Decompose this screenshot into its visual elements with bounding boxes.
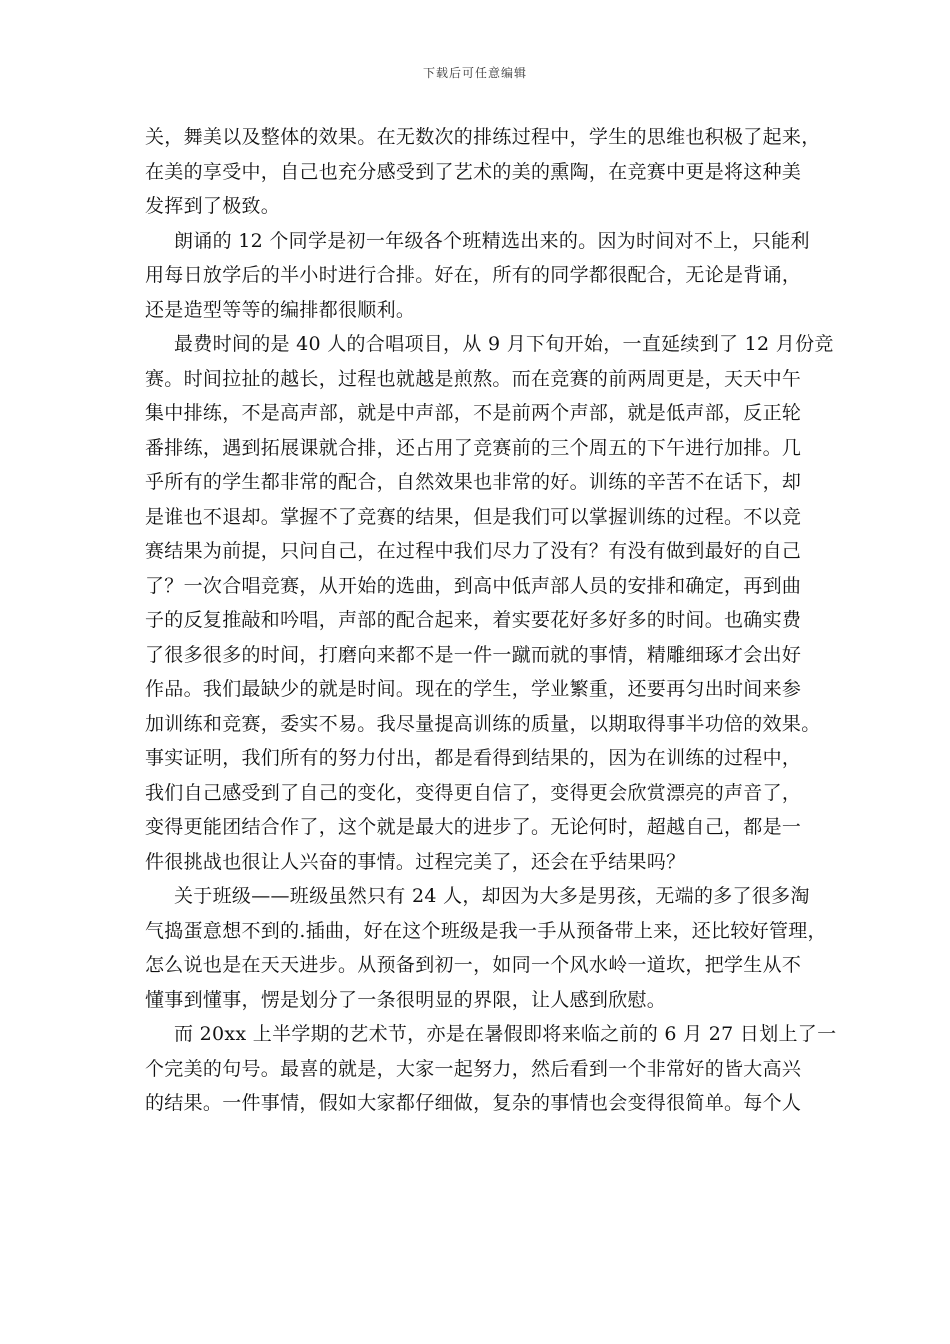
page-header: 下载后可任意编辑 — [422, 66, 527, 80]
text-line: 番排练，遇到拓展课就合排，还占用了竞赛前的三个周五的下午进行加排。几 — [145, 436, 802, 459]
paragraph — [145, 224, 810, 328]
text-line: 乎所有的学生都非常的配合，自然效果也非常的好。训练的辛苦不在话下，却 — [145, 471, 802, 493]
text-line: 朗诵的 12 个同学是初一年级各个班精选出来的。因为时间对不上，只能利 — [174, 229, 810, 252]
text-line: 气捣蛋意想不到的.插曲，好在这个班级是我一手从预备带上来，还比较好管理， — [145, 919, 827, 942]
text-line: 在美的享受中，自己也充分感受到了艺术的美的熏陶，在竞赛中更是将这种美 — [145, 160, 802, 183]
text-line: 事实证明，我们所有的努力付出，都是看得到结果的，因为在训练的过程中， — [145, 747, 802, 769]
text-line: 最费时间的是 40 人的合唱项目，从 9 月下旬开始，一直延续到了 12 月份竞 — [174, 333, 834, 355]
text-line: 而 20xx 上半学期的艺术节，亦是在暑假即将来临之前的 6 月 27 日划上了一 — [174, 1023, 837, 1045]
text-line: 了很多很多的时间，打磨向来都不是一件一蹴而就的事情，精雕细琢才会出好 — [145, 643, 802, 666]
text-line: 变得更能团结合作了，这个就是最大的进步了。无论何时，超越自己，都是一 — [145, 816, 802, 838]
text-line: 作品。我们最缺少的就是时间。现在的学生，学业繁重，还要再匀出时间来参 — [145, 678, 802, 700]
paragraph — [145, 1017, 837, 1121]
text-line: 个完美的句号。最喜的就是，大家一起努力，然后看到一个非常好的皆大高兴 — [145, 1057, 802, 1080]
text-line: 加训练和竞赛，委实不易。我尽量提高训练的质量，以期取得事半功倍的效果。 — [145, 712, 821, 735]
text-line: 集中排练，不是高声部，就是中声部，不是前两个声部，就是低声部，反正轮 — [145, 402, 802, 424]
text-line: 我们自己感受到了自己的变化，变得更自信了，变得更会欣赏漂亮的声音了， — [145, 781, 802, 804]
paragraph — [145, 120, 821, 224]
paragraph — [145, 327, 834, 879]
text-line: 关于班级——班级虽然只有 24 人，却因为大多是男孩，无端的多了很多淘 — [174, 885, 810, 907]
text-line: 了？一次合唱竞赛，从开始的选曲，到高中低声部人员的安排和确定，再到曲 — [145, 574, 802, 597]
paragraph — [145, 879, 827, 1017]
text-line: 赛。时间拉扯的越长，过程也就越是煎熬。而在竞赛的前两周更是，天天中午 — [145, 367, 802, 390]
document-body — [145, 120, 837, 1121]
text-line: 发挥到了极致。 — [145, 195, 281, 217]
text-line: 用每日放学后的半小时进行合排。好在，所有的同学都很配合，无论是背诵， — [145, 264, 802, 286]
text-line: 怎么说也是在天天进步。从预备到初一，如同一个风水岭一道坎，把学生从不 — [145, 954, 802, 976]
text-line: 赛结果为前提，只问自己，在过程中我们尽力了没有？有没有做到最好的自己 — [145, 540, 802, 562]
text-line: 的结果。一件事情，假如大家都仔细做，复杂的事情也会变得很简单。每个人 — [145, 1092, 802, 1114]
text-line: 关，舞美以及整体的效果。在无数次的排练过程中，学生的思维也积极了起来， — [145, 126, 821, 148]
text-line: 是谁也不退却。掌握不了竞赛的结果，但是我们可以掌握训练的过程。不以竞 — [145, 505, 802, 528]
text-line: 子的反复推敲和吟唱，声部的配合起来，着实要花好多好多的时间。也确实费 — [145, 609, 802, 631]
text-line: 还是造型等等的编排都很顺利。 — [145, 298, 416, 321]
text-line: 懂事到懂事，愣是划分了一条很明显的界限，让人感到欣慰。 — [145, 988, 667, 1011]
text-line: 件很挑战也很让人兴奋的事情。过程完美了，还会在乎结果吗？ — [145, 850, 686, 873]
